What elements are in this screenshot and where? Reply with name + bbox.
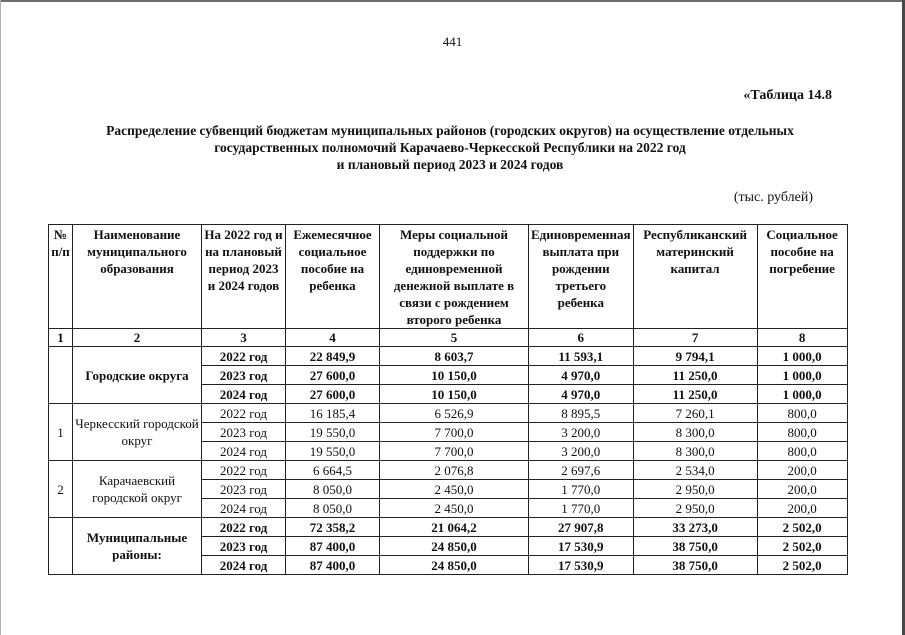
amount-cell: 800,0	[757, 442, 847, 461]
amount-cell: 6 664,5	[286, 461, 380, 480]
amount-cell: 8 603,7	[380, 347, 529, 366]
municipality-name: Черкесский городской округ	[73, 404, 202, 461]
amount-cell: 200,0	[757, 461, 847, 480]
column-number: 6	[529, 329, 634, 347]
amount-cell: 38 750,0	[633, 537, 757, 556]
table-row	[49, 518, 848, 537]
amount-cell: 2 502,0	[757, 556, 847, 575]
amount-cell: 11 250,0	[633, 366, 757, 385]
year-cell: 2022 год	[202, 518, 286, 537]
year-cell: 2023 год	[202, 537, 286, 556]
amount-cell: 1 000,0	[757, 347, 847, 366]
amount-cell: 19 550,0	[286, 442, 380, 461]
amount-cell: 38 750,0	[633, 556, 757, 575]
amount-cell: 9 794,1	[633, 347, 757, 366]
column-number: 4	[286, 329, 380, 347]
amount-cell: 1 770,0	[529, 499, 634, 518]
amount-cell: 8 895,5	[529, 404, 634, 423]
title-line: государственных полномочий Карачаево-Черкесской Республики на 2022 год	[214, 140, 686, 155]
column-header: Республиканский материнский капитал	[633, 225, 757, 329]
year-cell: 2023 год	[202, 423, 286, 442]
amount-cell: 4 970,0	[529, 385, 634, 404]
amount-cell: 16 185,4	[286, 404, 380, 423]
column-number: 3	[202, 329, 286, 347]
amount-cell: 7 700,0	[380, 442, 529, 461]
amount-cell: 2 950,0	[633, 480, 757, 499]
column-header: Меры социальной поддержки по единовременной денежной выплате в связи с рождением второго ребенка	[380, 225, 529, 329]
title-line: и плановый период 2023 и 2024 годов	[336, 157, 564, 172]
table-header-row	[49, 225, 848, 329]
amount-cell: 8 300,0	[633, 423, 757, 442]
column-number: 1	[49, 329, 73, 347]
amount-cell: 6 526,9	[380, 404, 529, 423]
column-number-row	[49, 329, 848, 347]
amount-cell: 22 849,9	[286, 347, 380, 366]
amount-cell: 200,0	[757, 480, 847, 499]
amount-cell: 11 250,0	[633, 385, 757, 404]
table-reference: «Таблица 14.8	[743, 88, 832, 103]
page-number: 441	[442, 34, 463, 49]
amount-cell: 800,0	[757, 404, 847, 423]
amount-cell: 1 000,0	[757, 366, 847, 385]
table-row	[49, 404, 848, 423]
row-index	[49, 347, 73, 404]
amount-cell: 3 200,0	[529, 442, 634, 461]
column-number: 2	[73, 329, 202, 347]
amount-cell: 2 502,0	[757, 537, 847, 556]
amount-cell: 87 400,0	[286, 556, 380, 575]
year-cell: 2024 год	[202, 442, 286, 461]
year-cell: 2023 год	[202, 480, 286, 499]
row-index: 2	[49, 461, 73, 518]
column-number: 8	[757, 329, 847, 347]
amount-cell: 27 600,0	[286, 385, 380, 404]
amount-cell: 8 300,0	[633, 442, 757, 461]
amount-cell: 4 970,0	[529, 366, 634, 385]
column-number: 5	[380, 329, 529, 347]
table-body	[49, 347, 848, 575]
amount-cell: 2 697,6	[529, 461, 634, 480]
document-title	[40, 122, 860, 173]
amount-cell: 10 150,0	[380, 366, 529, 385]
amount-cell: 87 400,0	[286, 537, 380, 556]
amount-cell: 24 850,0	[380, 556, 529, 575]
amount-cell: 17 530,9	[529, 537, 634, 556]
column-header: На 2022 год и на плановый период 2023 и 2024 годов	[202, 225, 286, 329]
scan-edge-top	[0, 0, 905, 2]
municipality-name: Городские округа	[73, 347, 202, 404]
column-number: 7	[633, 329, 757, 347]
amount-cell: 10 150,0	[380, 385, 529, 404]
year-cell: 2023 год	[202, 366, 286, 385]
amount-cell: 8 050,0	[286, 480, 380, 499]
row-index: 1	[49, 404, 73, 461]
amount-cell: 1 770,0	[529, 480, 634, 499]
amount-cell: 1 000,0	[757, 385, 847, 404]
amount-cell: 3 200,0	[529, 423, 634, 442]
year-cell: 2022 год	[202, 347, 286, 366]
amount-cell: 33 273,0	[633, 518, 757, 537]
year-cell: 2022 год	[202, 461, 286, 480]
amount-cell: 2 950,0	[633, 499, 757, 518]
amount-cell: 2 450,0	[380, 499, 529, 518]
municipality-name: Карачаевский городской округ	[73, 461, 202, 518]
amount-cell: 72 358,2	[286, 518, 380, 537]
amount-cell: 800,0	[757, 423, 847, 442]
amount-cell: 200,0	[757, 499, 847, 518]
amount-cell: 24 850,0	[380, 537, 529, 556]
row-index	[49, 518, 73, 575]
subvention-table	[48, 224, 848, 575]
amount-cell: 2 534,0	[633, 461, 757, 480]
amount-cell: 2 076,8	[380, 461, 529, 480]
amount-cell: 7 260,1	[633, 404, 757, 423]
amount-cell: 2 450,0	[380, 480, 529, 499]
column-header: № п/п	[49, 225, 73, 329]
amount-cell: 7 700,0	[380, 423, 529, 442]
amount-cell: 11 593,1	[529, 347, 634, 366]
year-cell: 2024 год	[202, 385, 286, 404]
table-row	[49, 347, 848, 366]
amount-cell: 2 502,0	[757, 518, 847, 537]
column-header: Социальное пособие на погребение	[757, 225, 847, 329]
year-cell: 2022 год	[202, 404, 286, 423]
title-line: Распределение субвенций бюджетам муниципальных районов (городских округов) на осуществление отдельных	[106, 123, 794, 138]
column-header: Наименование муниципального образования	[73, 225, 202, 329]
amount-cell: 21 064,2	[380, 518, 529, 537]
amount-cell: 27 600,0	[286, 366, 380, 385]
units-label: (тыс. рублей)	[733, 190, 813, 205]
amount-cell: 8 050,0	[286, 499, 380, 518]
table-row	[49, 461, 848, 480]
column-header: Ежемесячное социальное пособие на ребенка	[286, 225, 380, 329]
column-header: Единовременная выплата при рождении третьего ребенка	[529, 225, 634, 329]
amount-cell: 27 907,8	[529, 518, 634, 537]
year-cell: 2024 год	[202, 556, 286, 575]
year-cell: 2024 год	[202, 499, 286, 518]
amount-cell: 19 550,0	[286, 423, 380, 442]
scan-edge-left	[0, 0, 1, 635]
amount-cell: 17 530,9	[529, 556, 634, 575]
municipality-name: Муниципальные районы:	[73, 518, 202, 575]
